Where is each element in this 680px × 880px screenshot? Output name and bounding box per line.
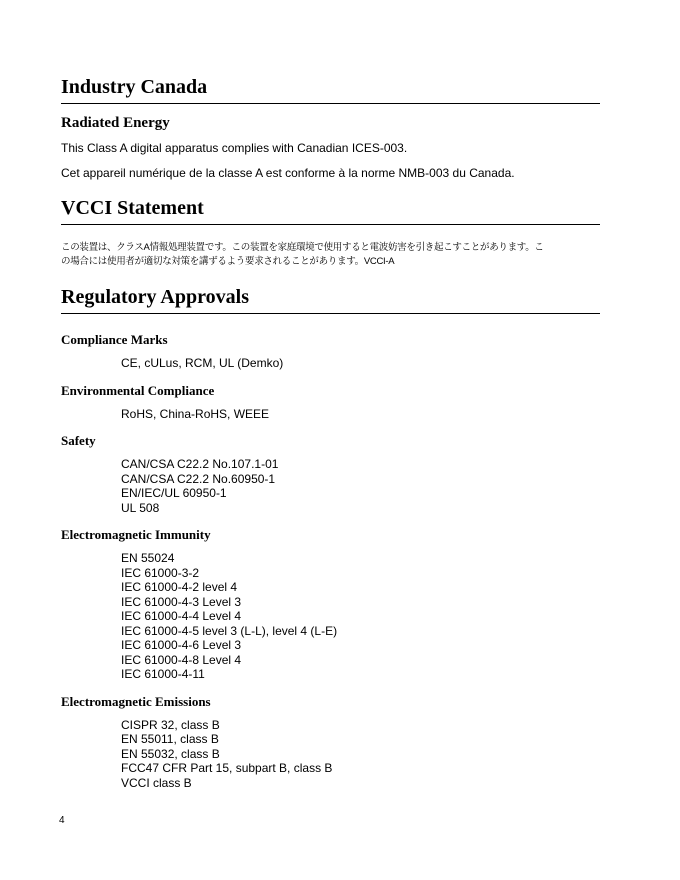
document-body xyxy=(61,74,600,790)
list-item: IEC 61000-4-11 xyxy=(121,667,205,681)
list-item: VCCI class B xyxy=(121,775,192,790)
radiated-energy-subheading: Radiated Energy xyxy=(61,115,170,131)
group-items xyxy=(121,718,600,791)
list-item: IEC 61000-4-8 Level 4 xyxy=(121,652,242,667)
group-title: Safety xyxy=(61,433,96,448)
group-items xyxy=(121,457,600,515)
list-item: EN 55032, class B xyxy=(121,746,220,761)
list-item: EN/IEC/UL 60950-1 xyxy=(121,486,227,500)
group-title: Environmental Compliance xyxy=(61,382,215,398)
electromagnetic-immunity-group xyxy=(61,526,600,682)
page-number: 4 xyxy=(59,815,65,826)
industry-canada-heading: Industry Canada xyxy=(61,74,600,104)
list-item: UL 508 xyxy=(121,500,160,515)
list-item: IEC 61000-4-3 Level 3 xyxy=(121,594,242,609)
vcci-section xyxy=(61,195,600,269)
electromagnetic-emissions-group xyxy=(61,693,600,791)
list-item: CE, cULus, RCM, UL (Demko) xyxy=(121,356,284,370)
list-item: CAN/CSA C22.2 No.107.1-01 xyxy=(121,457,279,471)
group-items xyxy=(121,551,600,682)
list-item: RoHS, China-RoHS, WEEE xyxy=(121,406,270,421)
list-item: EN 55011, class B xyxy=(121,732,219,746)
ices-statement-en: This Class A digital apparatus complies with Canadian ICES-003. xyxy=(61,141,408,155)
list-item: IEC 61000-4-2 level 4 xyxy=(121,580,238,594)
list-item: IEC 61000-4-6 Level 3 xyxy=(121,638,242,652)
vcci-japanese-text xyxy=(61,241,600,269)
group-title: Compliance Marks xyxy=(61,332,168,347)
safety-group xyxy=(61,432,600,515)
group-title: Electromagnetic Emissions xyxy=(61,693,211,709)
list-item: IEC 61000-4-5 level 3 (L-L), level 4 (L-E) xyxy=(121,623,338,638)
group-items xyxy=(121,407,600,422)
list-item: EN 55024 xyxy=(121,551,175,565)
vcci-heading: VCCI Statement xyxy=(61,195,600,225)
group-items xyxy=(121,356,600,371)
list-item: FCC47 CFR Part 15, subpart B, class B xyxy=(121,761,333,775)
environmental-compliance-group xyxy=(61,382,600,422)
group-title: Electromagnetic Immunity xyxy=(61,527,211,542)
list-item: IEC 61000-3-2 xyxy=(121,565,200,580)
regulatory-approvals-heading: Regulatory Approvals xyxy=(61,284,600,314)
compliance-marks-group xyxy=(61,331,600,371)
industry-canada-section xyxy=(61,74,600,181)
list-item: IEC 61000-4-4 Level 4 xyxy=(121,609,242,623)
list-item: CISPR 32, class B xyxy=(121,717,220,732)
regulatory-approvals-section xyxy=(61,284,600,790)
list-item: CAN/CSA C22.2 No.60950-1 xyxy=(121,471,276,486)
vcci-line-1: この装置は、クラスA情報処理装置です。この装置を家庭環境で使用すると電波妨害を引き起こすことがあります。こ xyxy=(61,242,544,253)
ices-statement-fr: Cet appareil numérique de la classe A est conforme à la norme NMB-003 du Canada. xyxy=(61,166,515,180)
vcci-line-2: の場合には使用者が適切な対策を講ずるよう要求されることがあります。VCCI-A xyxy=(61,256,395,267)
